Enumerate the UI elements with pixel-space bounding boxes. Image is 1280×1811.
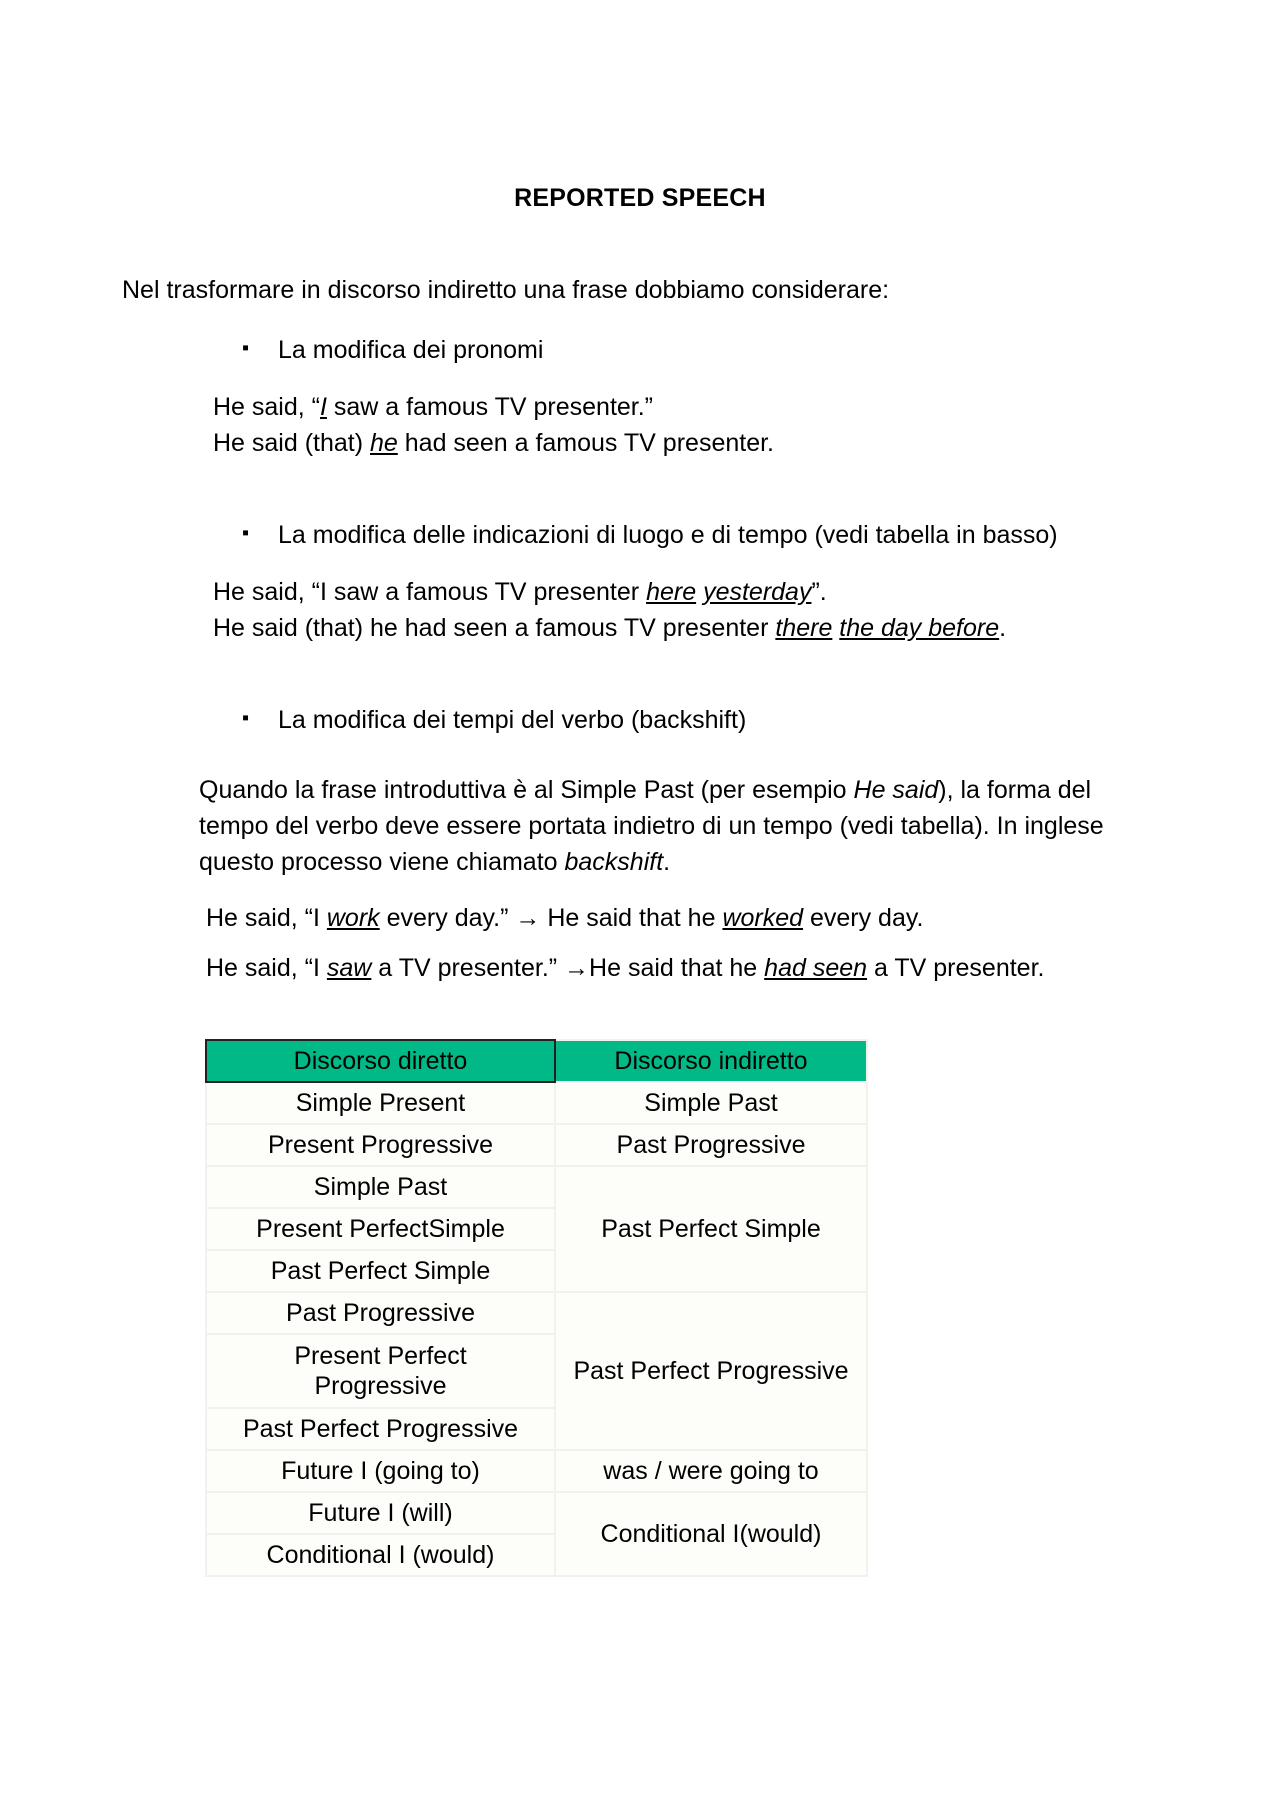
cell-indirect: Simple Past (555, 1082, 867, 1124)
bullet-square-icon: ▪ (242, 337, 250, 359)
bullet-pronouns (242, 336, 544, 365)
cell-direct: Present Progressive (206, 1124, 555, 1166)
arrow-right-icon: → (564, 954, 590, 982)
cell-direct: Past Progressive (206, 1292, 555, 1334)
tense-table (205, 1039, 868, 1577)
cell-direct: Simple Past (206, 1166, 555, 1208)
example-reported: He said (that) he had seen a famous TV presenter there the day before. (213, 614, 1007, 642)
table-header-row (206, 1040, 867, 1082)
bullet-text: La modifica delle indicazioni di luogo e di tempo (vedi tabella in basso) (278, 521, 1058, 549)
page-title: REPORTED SPEECH (514, 184, 766, 212)
cell-direct: Simple Present (206, 1082, 555, 1124)
table-row (206, 1166, 867, 1208)
cell-indirect: Past Progressive (555, 1124, 867, 1166)
cell-indirect: Past Perfect Simple (555, 1166, 867, 1292)
header-direct: Discorso diretto (206, 1040, 555, 1082)
header-indirect: Discorso indiretto (555, 1040, 867, 1082)
example-direct: He said, “I saw a famous TV presenter here yesterday”. (213, 578, 827, 606)
bullet-backshift (242, 706, 747, 735)
table-row (206, 1124, 867, 1166)
backshift-example-2: He said, “I saw a TV presenter.” →He said that he had seen a TV presenter. (206, 954, 1045, 982)
backshift-paragraph: Quando la frase introduttiva è al Simple Past (per esempio He said), la forma del tempo del verbo deve essere portata indietro di un tempo (vedi tabella). In inglese questo processo viene chiamato backshift. (199, 776, 1104, 876)
intro-text: Nel trasformare in discorso indiretto una frase dobbiamo considerare: (122, 276, 890, 304)
cell-direct: Present PerfectSimple (206, 1208, 555, 1250)
table-row (206, 1292, 867, 1334)
example-reported: He said (that) he had seen a famous TV presenter. (213, 429, 774, 457)
example-direct: He said, “I saw a famous TV presenter.” (213, 393, 654, 421)
example-pronouns (213, 389, 774, 461)
bullet-text: La modifica dei pronomi (278, 336, 544, 364)
backshift-example-1: He said, “I work every day.” → He said that he worked every day. (206, 904, 924, 932)
cell-direct: Future I (will) (206, 1492, 555, 1534)
cell-direct: Present Perfect Progressive (206, 1334, 555, 1408)
cell-direct: Past Perfect Simple (206, 1250, 555, 1292)
cell-indirect: was / were going to (555, 1450, 867, 1492)
cell-direct: Future I (going to) (206, 1450, 555, 1492)
bullet-square-icon: ▪ (242, 707, 250, 729)
cell-indirect: Past Perfect Progressive (555, 1292, 867, 1450)
bullet-text: La modifica dei tempi del verbo (backshift) (278, 706, 747, 734)
cell-indirect: Conditional I(would) (555, 1492, 867, 1576)
table-row (206, 1450, 867, 1492)
table-row (206, 1492, 867, 1534)
bullet-place-time (242, 521, 1058, 550)
arrow-right-icon: → (515, 904, 541, 932)
cell-direct: Conditional I (would) (206, 1534, 555, 1576)
table-row (206, 1082, 867, 1124)
example-place-time (213, 574, 1006, 646)
cell-direct: Past Perfect Progressive (206, 1408, 555, 1450)
bullet-square-icon: ▪ (242, 522, 250, 544)
